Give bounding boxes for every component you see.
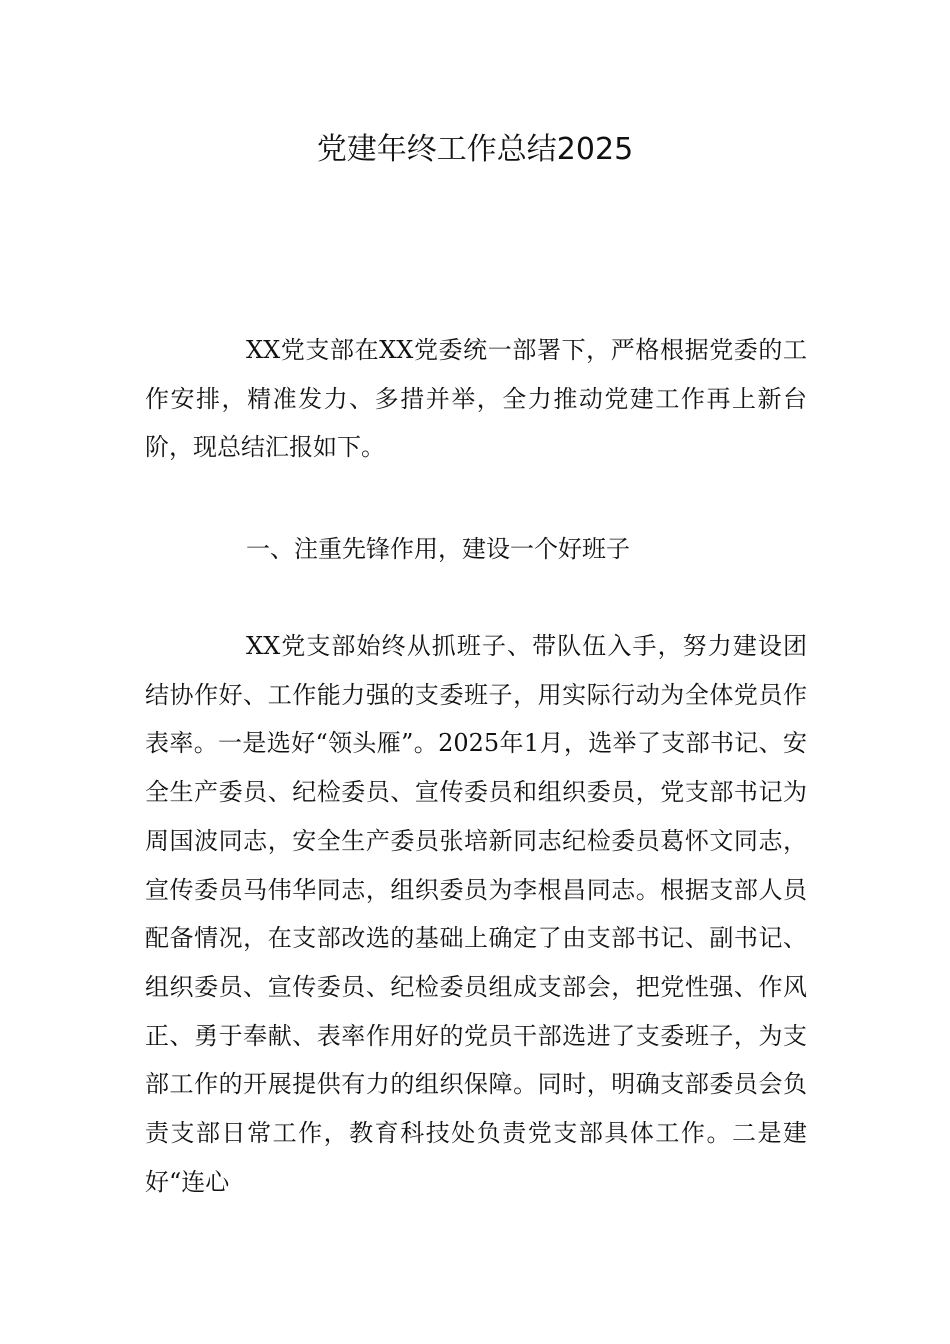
document-title: 党建年终工作总结2025 (316, 132, 634, 167)
intro-paragraph: XX党支部在XX党委统一部署下，严格根据党委的工作安排，精准发力、多措并举，全力推动党建工作再上新台阶，现总结汇报如下。 (145, 336, 807, 462)
section-1-paragraph: XX党支部始终从抓班子、带队伍入手，努力建设团结协作好、工作能力强的支委班子，用实际行动为全体党员作表率。一是选好“领头雁”。2025年1月，选举了支部书记、安全生产委员、纪检委员、宣传委员和组织委员，党支部书记为周国波同志，安全生产委员张培新同志纪检委员葛怀文同志，宣传委员马伟华同志，组织委员为李根昌同志。根据支部人员配备情况，在支部改选的基础上确定了由支部书记、副书记、组织委员、宣传委员、纪检委员组成支部会，把党性强、作风正、勇于奉献、表率作用好的党员干部选进了支委班子，为支部工作的开展提供有力的组织保障。同时，明确支部委员会负责支部日常工作，教育科技处负责党支部具体工作。二是建好“连心 (145, 632, 807, 1196)
section-heading-1: 一、注重先锋作用，建设一个好班子 (246, 535, 630, 563)
